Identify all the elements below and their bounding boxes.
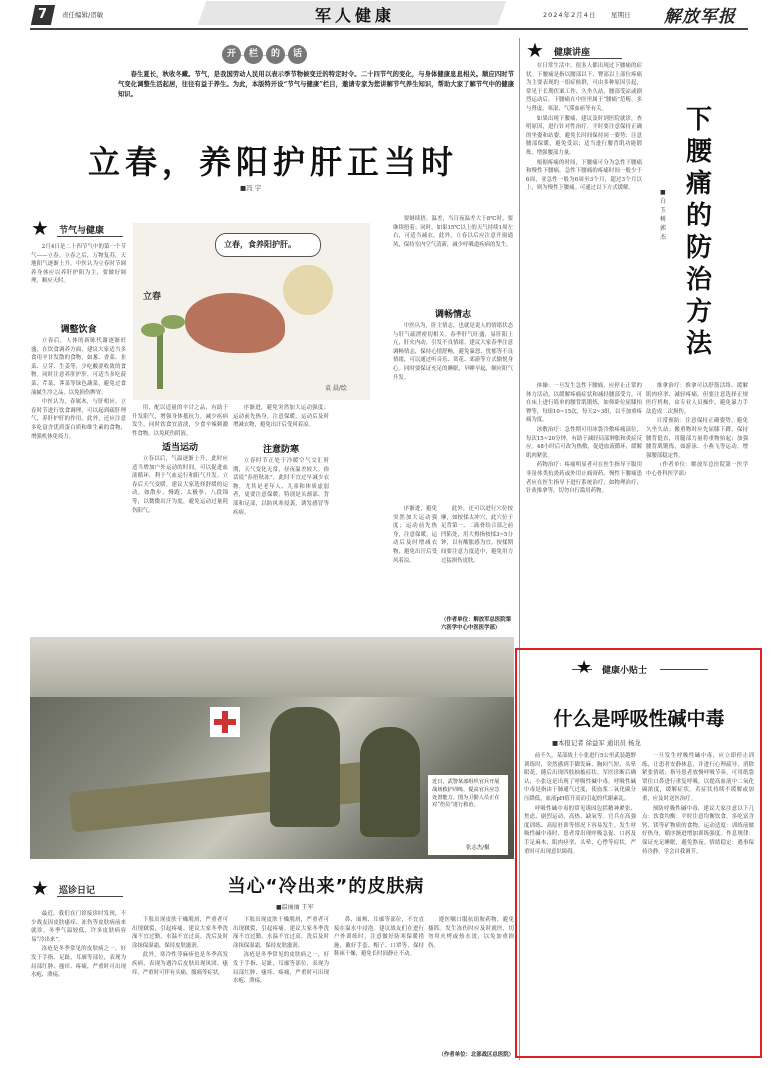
lecture-col1-text (526, 62, 642, 380)
paragraph: 序渐进，避免突然加大运动强度；运动前先热身，注意保暖，运动后及时增减衣物，避免出汗后受风着凉。 (233, 405, 329, 429)
mood-col4-text (393, 322, 513, 502)
bottom-col1-text (31, 910, 126, 1060)
photo-red-cross (210, 707, 240, 737)
paragraph: 预防呼吸性碱中毒，建议大家注意以下几点：饮食均衡：平时注意均衡饮食，多吃富含钙、镁等矿物质的食物。运动适度：训练前做好热身，循序渐进增加训练强度。作息规律：保证充足睡眠，避免熬夜。情绪稳定：遇事保持冷静，学会自我调节。 (642, 805, 754, 855)
photo-credit: 张志杰/摄 (466, 845, 490, 851)
bottom-col3-text (233, 916, 329, 1060)
paragraph: 冰敷治疗：急性期可用冰袋冷敷疼痛部位，每次15~20分钟，有助于减轻局部肿胀和炎症反应。48小时后可改为热敷，促进血液循环，缓解肌肉紧张。 (526, 426, 642, 459)
paragraph: 根据疼痛的时间，下腰痛可分为急性下腰痛和慢性下腰痛。急性下腰痛的疼痛时间一般少于6周，亚急性一般为6周至3个月，超过3个月以上，则为慢性下腰痛。可通过以下方式缓解。 (526, 159, 642, 192)
title-char: 治 (685, 265, 712, 295)
title-char: 方 (685, 297, 712, 327)
section-name: 军人健康 (314, 6, 395, 25)
bottom-col4-text (334, 916, 424, 1060)
paragraph: 一旦发生呼吸性碱中毒，应立即停止训练，让患者安静休息，并进行心理疏导，消除紧张情绪；指导患者放慢呼吸节奏，可用纸袋罩住口鼻进行重复呼吸，以提高血液中二氧化碳浓度，缓解症状。若症状持续不缓解或加重，应及时送医治疗。 (642, 753, 754, 802)
leaf-illustration (161, 315, 185, 329)
illustration-credit: 袁 晨/绘 (325, 385, 347, 392)
col4-author-note: （作者单位：解放军总医院第六医学中心中医医学部） (441, 617, 512, 631)
col4-upper-text (393, 215, 513, 303)
section-lecture (526, 38, 626, 62)
paragraph: 序渐进，避免突然加大运动强度；运动前先热身，注意保暖，运动后及时增减衣物，避免出汗后受风着凉。 (393, 506, 437, 564)
headline: 立春，养阳护肝正当时 (87, 143, 458, 181)
col3-text (233, 404, 329, 440)
title-char: 下 (685, 105, 712, 135)
masthead-rule (30, 28, 748, 30)
col4-left-filler (393, 505, 437, 633)
photo-caption: 近日，武警某部组织官兵开展战场救护训练，提高官兵应急处置能力。图为卫勤人员正在对“伤员”进行救治。 (432, 779, 500, 809)
title-char: 痛 (685, 169, 712, 199)
paragraph: 要继续捂。温差，当日夜温差大于8℃时，要继续捂着；同时，如果15℃以上的天气持续1周左右，可适当减衣。此外，立春以后应注意开窗通风，保持室内空气清新，减少呼吸道疾病的发生。 (393, 216, 513, 248)
paragraph: 呼吸性碱中毒的常见诱因包括精神紧张、焦虑、剧烈运动、高热、缺氧等。官兵在高强度训练、高原驻训等情况下容易发生。发生呼吸性碱中毒时，患者常出现呼吸急促、口唇及手足麻木、肌肉痉挛、头晕、心悸等症状，严重时可出现意识障碍。 (524, 805, 636, 855)
paragraph: 立春以后，气温逐渐上升，此时应适当增加户外运动的时间，可以促进血液循环，利于气血运行和阳气升发。立春后天气变暖，建议大家选择舒缓的运动，如散步、慢跑、太极拳、八段锦等，以微微出汗为度，避免运动过量耗伤阳气。 (132, 456, 228, 514)
liver-illustration (185, 293, 285, 353)
photo-soldier (360, 727, 420, 837)
lecture-col1b-text (526, 382, 642, 642)
bottom-headline: 当心“冷出来”的皮肤病 (227, 876, 425, 897)
tip-section-title: 健康小贴士 (602, 666, 648, 676)
diet-col1-text (31, 337, 126, 637)
paragraph: 冻疮是冬季常见的皮肤病之一，好发于手指、足趾、耳廓等部位，表现为局部红肿、瘙痒、疼痛，严重时可出现水疱、溃疡。 (233, 952, 329, 985)
speech-bubble-text: 立春，食养阳护肝。 (224, 239, 296, 249)
bottom-col2-text (132, 916, 228, 1060)
page-number: 7 (38, 7, 48, 22)
section-jieqi-title: 节气与健康 (59, 226, 105, 236)
subhead-exercise: 适当运动 (161, 443, 198, 453)
jieqi-col1-text (31, 243, 126, 318)
paragraph: 下肢出现皮肤干燥脱屑，严重者可出现皲裂，引起疼痛。建议大家冬季洗澡不宜过勤，水温不宜过高，洗后及时涂抹保湿霜，保持皮肤滋润。 (233, 917, 329, 949)
section-patrol (31, 876, 126, 900)
paragraph: （作者单位：解放军总医院第一医学中心骨科医学部） (646, 462, 748, 477)
tip-col2-text (642, 752, 754, 1052)
exercise-col2-text (132, 455, 228, 635)
editor-label: 责任编辑/贺敏 (62, 11, 104, 19)
badge-char-3: 的 (266, 45, 285, 64)
bottom-col5-text (428, 916, 514, 1048)
lecture-col2-text (646, 382, 748, 648)
paragraph: 立春后，人体的新陈代谢逐渐旺盛，在饮食调养方面，建议大家适当多食用辛甘发散的食物，如葱、香菜、韭菜、豆芽、生姜等，少吃酸涩收敛的食物。同时注意养肝护肝，可适当多吃菠菜、芹菜、荠菜等绿色蔬菜，避免过食油腻生冷之品，以免损伤脾胃。 (31, 338, 126, 396)
photo-tent (30, 637, 514, 697)
weekday-label: 星期日 (611, 11, 631, 19)
illustration-side-text: 立春 (143, 292, 162, 302)
lecture-byline: ■白玉树 郭杰 (660, 189, 667, 241)
subhead-warmth: 注意防寒 (262, 445, 299, 455)
paragraph: 在日常生活中，很多人都出现过下腰痛的症状。下腰痛是指以腰部以下、臀部以上部位疼痛为主要表现的一组症候群，可由多种原因引起，常见于长期伏案工作、久坐久站、腰部受凉或剧烈运动后。下腰痛在中医里属于“腰痛”范畴，多与肾虚、寒湿、气滞血瘀等有关。 (526, 63, 642, 112)
badge-char-2: 栏 (244, 45, 263, 64)
paragraph: 药物治疗：疼痛明显者可在医生指导下服用非甾体类抗炎药或外用止痛膏药。慢性下腰痛患者应在医生指导下进行系统治疗，如物理治疗、针灸推拿等，切勿自行滥用药物。 (526, 462, 642, 495)
star-icon: ★ (31, 876, 49, 900)
star-icon: ★ (31, 216, 49, 240)
paragraph: 中医认为，春属木，与肝相应。立春时节进行饮食调理，可以起到疏肝理气、养肝护肝的作用。此外，还应注意多吃富含优质蛋白质和维生素的食物，增强机体免疫力。 (31, 399, 126, 440)
badge-char-1: 开 (222, 45, 241, 64)
sun-illustration (283, 265, 333, 315)
photo (30, 637, 514, 859)
masthead (0, 0, 778, 40)
paragraph: 立春时节正处于冷暖空气交汇时期，天气变化无常，昼夜温差较大。俗话说“春捂秋冻”，此时不宜过早减少衣物，尤其是老年人、儿童和体质虚弱者，更要注意保暖，特别是头颈部、背部和足部，以防风寒侵袭，诱发感冒等疾病。 (233, 458, 329, 516)
paragraph: 如果出现下腰痛，建议及时到医院就诊，查明原因，进行针对性治疗。平时要注意保持正确的坐姿和站姿，避免长时间保持同一姿势；注意腰部保暖，避免受凉；适当进行腰背肌功能锻炼，增强腰部力量。 (526, 115, 642, 156)
paragraph: 鼻、面颊、耳廓等部位，不宜直接在温水中浸泡。建议战友们在进行户外训练时，注意做好防寒保暖措施，戴好手套、帽子、口罩等，保持鞋袜干燥，避免长时间静止不动。 (334, 917, 424, 958)
paragraph: 此外，还可以进行穴位按摩，如按揉太冲穴，此穴位于足背第一、二跖骨结合部之前凹陷处，用大拇指按揉3~5分钟，以有酸胀感为宜。按揉期间要注意力度适中，避免用力过猛损伤皮肤。 (441, 506, 513, 564)
title-char: 的 (685, 201, 712, 231)
tip-byline: ■本报记者 徐益军 通讯员 杨龙 (552, 739, 641, 747)
paragraph: 下肢出现皮肤干燥脱屑，严重者可出现皲裂，引起疼痛。建议大家冬季洗澡不宜过勤，水温不宜过高，洗后及时涂抹保湿霜，保持皮肤滋润。 (132, 917, 228, 949)
headline-byline: ■冯 宇 (240, 184, 262, 192)
section-jieqi (31, 216, 123, 240)
star-icon: ★ (576, 657, 593, 678)
warmth-col3-text (233, 457, 329, 635)
page-number-badge (31, 5, 55, 25)
tip-col1-text (524, 752, 636, 1052)
photo-soldier (270, 707, 340, 827)
subhead-diet: 调整饮食 (60, 325, 97, 335)
paragraph: 遵医嘱口服抗组胺药物，避免搔抓。发生冻伤时应及时就医，切勿用火烤或热水烫，以免加重损伤。 (428, 917, 514, 949)
date-label: 2024年2月4日 (543, 11, 597, 19)
section-patrol-title: 巡诊日记 (59, 886, 96, 896)
paragraph: 最近，我们在门诊接诊时发现，不少战友因皮肤瘙痒、冻伤等皮肤病前来就诊。冬季气温较低，许多皮肤病容易“冷出来”。 (31, 911, 126, 943)
tip-title: 什么是呼吸性碱中毒 (553, 708, 725, 730)
lecture-title (679, 104, 719, 364)
paragraph: 2月4日是二十四节气中的第一个节气——立春。立春之后，万物复苏，天地阳气逐渐上升。中医认为立春时节调养身体应以养肝护阳为主，要做好调理，顺应天时。 (31, 244, 126, 285)
paragraph: 推拿治疗：推拿可以舒筋活络、缓解肌肉痉挛、减轻疼痛。但要注意选择正规医疗机构，由专业人员操作，避免暴力手法造成二次损伤。 (646, 383, 748, 415)
title-char: 腰 (685, 137, 712, 167)
paragraph: 体操：一旦发生急性下腰痛，应停止正常的体力活动，以缓解疼痛症状和减轻腰部受力。可在床上进行简单的腰背肌锻炼，如仰卧位屈膝抬臀等，每组10~15次，每天2~3组，以不加重疼痛为度。 (526, 383, 642, 424)
bottom-byline: ■温丽丽 王军 (276, 904, 314, 911)
paragraph: 冻疮是冬季常见的皮肤病之一，好发于手指、足趾、耳廓等部位，表现为局部红肿、瘙痒、疼痛，严重时可出现水疱、溃疡。 (31, 946, 126, 979)
paragraph: 用，配以适量的辛甘之品，有助于升发阳气，增强身体抵抗力，减少疾病发生。同时饮食宜清淡，少食辛辣刺激性食物，以免耗伤阴液。 (132, 405, 228, 436)
col2-text (132, 404, 228, 436)
tip-section (572, 657, 712, 678)
lead-text: 春生夏长，秋收冬藏。节气，是我国劳动人民用以表示季节物候变迁的特定时令。二十四节气的变化，与身体健康息息相关。顺应四时节气变化调整生活起居，往往有益于养生。为此，本版特开设“节气与健康”栏目，邀请专家为您讲解节气养生知识，帮助大家了解节气中的健康知识。 (118, 71, 514, 99)
paragraph: 前不久，某部战士小张进行5公里武装越野训练时，突然感到手脚发麻、胸闷气短、头晕眼花，随后出现四肢抽搐症状。军医诊断后确认，小张这是出现了呼吸性碱中毒。呼吸性碱中毒是指由于肺通气过度，使血浆二氧化碳分压降低，血液pH值升高而引起的代谢紊乱。 (524, 753, 636, 802)
badge-char-4: 话 (288, 45, 307, 64)
paragraph: 中医认为，肝主情志，也就是说人的情绪状态与肝气疏泄密切相关。春季肝气旺盛，易肝阳上亢，肝火内动，引发不良情绪。建议大家春季注意调畅情志，保持心情舒畅，避免暴怒、忧郁等不良情绪，可以通过听音乐、赏花、郊游等方式愉悦身心。同时要保证充足的睡眠，早睡早起，顺应阳气升发。 (393, 323, 513, 381)
photo-caption-box (428, 775, 508, 855)
speech-bubble (215, 233, 321, 257)
paragraph: 日常预防：注意保持正确姿势，避免久坐久站；搬重物时应先屈膝下蹲，保持腰背挺直，用腿部力量将重物抬起；加强腰背肌锻炼，如游泳、小燕飞等运动，增强腰部稳定性。 (646, 418, 748, 459)
illustration (133, 223, 370, 400)
lead-badge (222, 45, 306, 65)
sprout-illustration (157, 333, 163, 389)
paragraph: 此外，寒冷性荨麻疹也是冬季高发疾病，表现为遇冷后皮肤出现风团、瘙痒，严重时可伴有头痛、腹痛等症状。 (132, 952, 228, 976)
star-icon: ★ (526, 38, 544, 62)
section-lecture-title: 健康讲座 (554, 48, 591, 58)
paper-logo: 解放军报 (664, 7, 736, 27)
title-char: 防 (685, 233, 712, 263)
col4-lower-text (441, 505, 513, 617)
title-char: 法 (685, 329, 712, 359)
bottom-author-note: （作者单位：北部战区总医院） (438, 1052, 514, 1058)
subhead-mood: 调畅情志 (434, 310, 471, 320)
